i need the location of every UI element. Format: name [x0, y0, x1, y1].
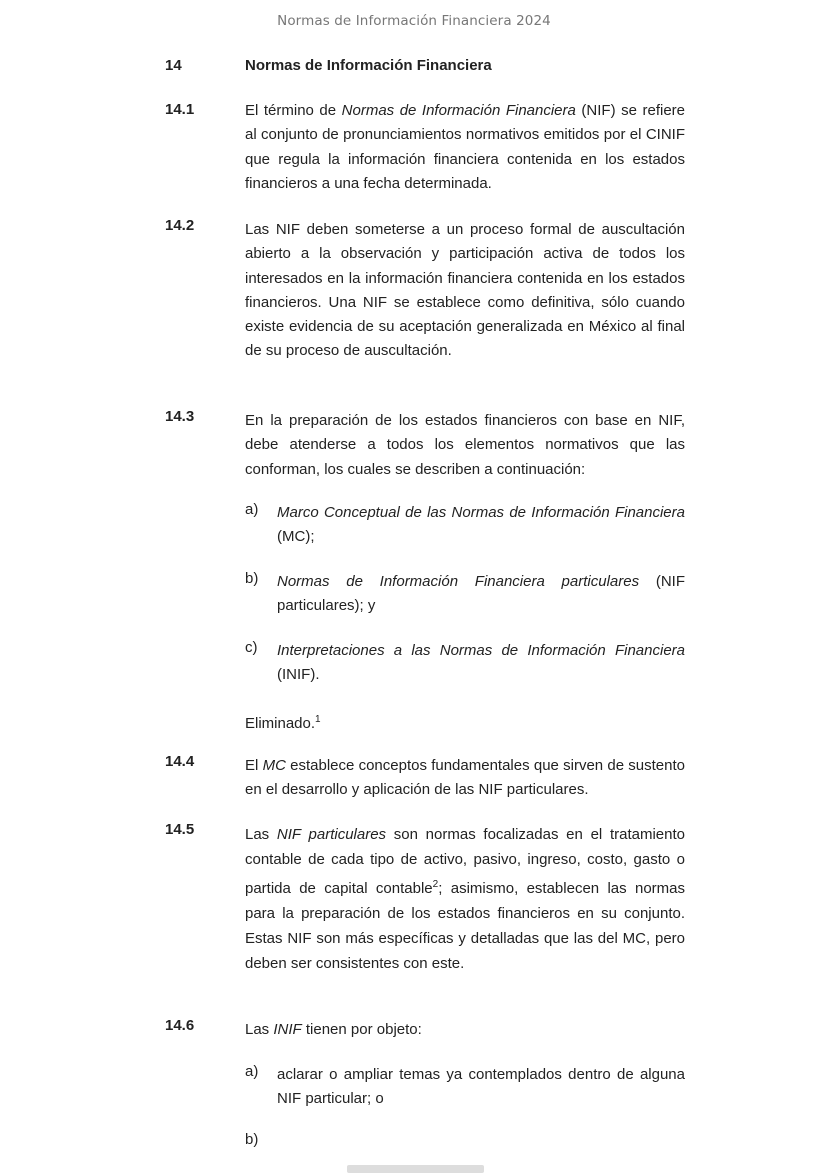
section-title: Normas de Información Financiera	[245, 57, 492, 74]
paragraph-14-2: Las NIF deben someterse a un proceso formal de auscultación abierto a la observación y participación activa de todos los interesados en la información financiera contenida en los estados financieros. Una NIF se establece como definitiva, sólo cuando existe evidencia de su aceptación generalizada en México al final de su proceso de auscultación.	[245, 221, 685, 360]
scroll-indicator[interactable]	[347, 1165, 484, 1173]
list-item: a) aclarar o ampliar temas ya contemplados dentro de alguna NIF particular; o	[245, 1063, 685, 1108]
list-item: a) Marco Conceptual de las Normas de Información Financiera (MC);	[245, 501, 685, 546]
eliminated-note: Eliminado.$^1$	[245, 714, 321, 732]
paragraph-14-5: Las NIF particulares son normas focalizadas en el tratamiento contable de cada tipo de activo, pasivo, ingreso, costo, gasto o partida de capital contable$^2$; asimismo, establecen las normas para la preparación de los estados financieros en su conjunto. Estas NIF son más específicas y detalladas que las del MC, pero deben ser consistentes con este.	[245, 826, 686, 972]
page-header: Normas de Información Financiera 2024	[277, 13, 551, 29]
section-number: 14.4	[165, 753, 195, 770]
section-number: 14.2	[165, 217, 195, 234]
list-item: b) Normas de Información Financiera particulares (NIF particulares); y	[245, 570, 685, 615]
paragraph-14-6: Las INIF tienen por objeto:	[245, 1021, 422, 1038]
footnote-ref[interactable]: 2	[432, 879, 439, 890]
section-number: 14.6	[165, 1017, 195, 1034]
list-item: c) Interpretaciones a las Normas de Información Financiera (INIF).	[245, 639, 685, 684]
section-number: 14.5	[165, 821, 195, 838]
footnote-ref[interactable]: 1	[315, 714, 321, 725]
paragraph-14-3: En la preparación de los estados financieros con base en NIF, debe atenderse a todos los elementos normativos que las conforman, los cuales se describen a continuación:	[245, 412, 685, 478]
section-number: 14.1	[165, 101, 195, 118]
section-number: 14.3	[165, 408, 195, 425]
section-number: 14	[165, 57, 182, 74]
paragraph-14-1: El término de Normas de Información Financiera (NIF) se refiere al conjunto de pronunciamientos normativos emitidos por el CINIF que regula la información financiera contenida en los estados financieros a una fecha determinada.	[245, 102, 685, 192]
paragraph-14-4: El MC establece conceptos fundamentales que sirven de sustento en el desarrollo y aplicación de las NIF particulares.	[245, 757, 685, 799]
